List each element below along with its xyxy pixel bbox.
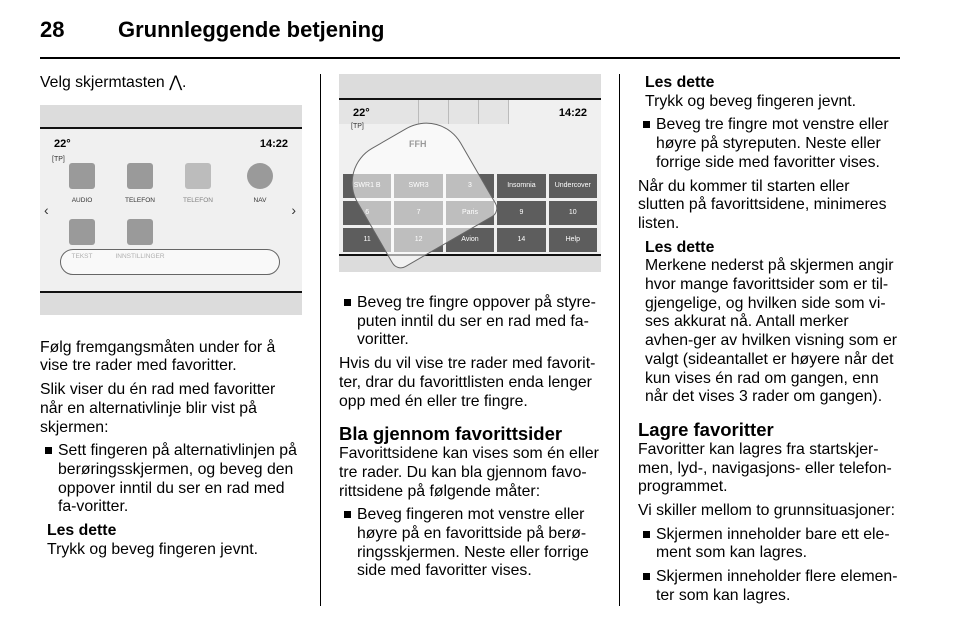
column-divider-1	[320, 74, 321, 606]
intro-text: Velg skjermtasten ⋀.	[40, 74, 187, 91]
app-nav: NAV	[234, 163, 286, 211]
text-icon	[69, 219, 95, 245]
section-heading: Bla gjennom favorittsider	[339, 423, 563, 445]
phone-icon	[127, 163, 153, 189]
favorites-figure	[339, 74, 601, 272]
gear-icon	[127, 219, 153, 245]
temperature-readout: 22°	[353, 107, 370, 119]
page-title: Grunnleggende betjening	[118, 17, 385, 42]
note-title: Les dette	[645, 74, 715, 91]
favorite-cell: Undercover	[549, 174, 597, 198]
bullet-item: Skjermen inneholder flere elemen-ter som kan lagres.	[638, 568, 900, 605]
paragraph: Favorittsidene kan vises som én eller tre rader. Du kan bla gjennom favo-rittsidene på følgende måter:	[339, 445, 599, 500]
favorite-cell: Help	[549, 228, 597, 252]
arrow-left-icon: ‹	[44, 201, 49, 218]
tab-nav	[479, 100, 509, 124]
phone-disabled-icon	[185, 163, 211, 189]
note-title: Les dette	[645, 238, 715, 256]
arrow-right-icon: ›	[291, 201, 296, 218]
compass-icon	[247, 163, 273, 189]
app-phone-disabled: TELEFON	[172, 163, 224, 211]
note	[638, 74, 900, 111]
paragraph: Vi skiller mellom to grunnsituasjoner:	[638, 502, 895, 520]
section-heading: Lagre favoritter	[638, 418, 774, 440]
note-text: Trykk og beveg fingeren jevnt.	[645, 92, 857, 110]
note	[638, 239, 900, 407]
clock-readout: 14:22	[558, 107, 587, 119]
temperature-readout: 22°	[54, 137, 71, 150]
paragraph: Favoritter kan lagres fra startskjer-men, lyd-, navigasjons- eller telefon-programmet.	[638, 440, 892, 496]
bullet-item: Beveg tre fingre mot venstre eller høyre på styreputen. Neste eller forrige side med favoritter vises.	[638, 116, 900, 172]
note	[40, 522, 302, 559]
paragraph: Slik viser du én rad med favoritter når en alternativlinje blir vist på skjermen:	[40, 381, 276, 436]
note-text: Merkene nederst på skjermen angir hvor mange favorittsider som er til-gjengelige, og hvilken side som vi-ses akkurat nå. Antall merker avhen-ger av hvilken visning som er valgt (sideantallet er høyere når det kun vises én rad om gangen, enn når det vises 3 rader om gangen).	[645, 257, 897, 406]
tab-phone	[449, 100, 479, 124]
bullet-item: Sett fingeren på alternativlinjen på berøringsskjermen, og beveg den oppover inntil du ser en rad med fa-voritter.	[40, 442, 302, 517]
note-title: Les dette	[47, 522, 117, 540]
favorite-cell: 9	[497, 201, 545, 225]
app-phone: TELEFON	[114, 163, 166, 211]
page-header	[40, 17, 384, 47]
page-number: 28	[40, 17, 65, 42]
favorite-cell: Avion	[446, 228, 494, 252]
column-2	[339, 74, 601, 586]
bullet-item: Beveg fingeren mot venstre eller høyre på en favorittside på berø-ringsskjermen. Neste eller forrige side med favoritter vises.	[339, 506, 601, 581]
bullet-item: Skjermen inneholder bare ett ele-ment som kan lagres.	[638, 526, 900, 563]
tp-indicator: [TP]	[52, 155, 65, 163]
tab-audio	[419, 100, 449, 124]
paragraph: Når du kommer til starten eller slutten på favorittsidene, minimeres listen.	[638, 177, 887, 232]
tp-indicator: [TP]	[351, 123, 364, 130]
favorite-cell: 11	[343, 228, 391, 252]
paragraph: Hvis du vil vise tre rader med favorit-ter, drar du favorittlisten enda lenger opp med én eller tre fingre.	[339, 355, 596, 410]
app-audio: AUDIO	[56, 163, 108, 211]
finger-illustration	[60, 249, 280, 275]
bullet-item: Beveg tre fingre oppover på styre-puten inntil du ser en rad med fa-voritter.	[339, 294, 601, 350]
touchscreen-display	[339, 98, 601, 256]
touchscreen-display	[40, 127, 302, 293]
column-1	[40, 74, 302, 564]
homescreen-figure	[40, 105, 302, 315]
clock-readout: 14:22	[259, 137, 288, 150]
favorite-cell: Insomnia	[497, 174, 545, 198]
note-text: Trykk og beveg fingeren jevnt.	[47, 540, 259, 558]
favorite-cell: 10	[549, 201, 597, 225]
music-note-icon	[69, 163, 95, 189]
paragraph: Følg fremgangsmåten under for å vise tre rader med favoritter.	[40, 338, 276, 375]
column-divider-2	[619, 74, 620, 606]
header-rule	[40, 57, 900, 59]
favorite-cell: 14	[497, 228, 545, 252]
column-3	[638, 74, 900, 611]
